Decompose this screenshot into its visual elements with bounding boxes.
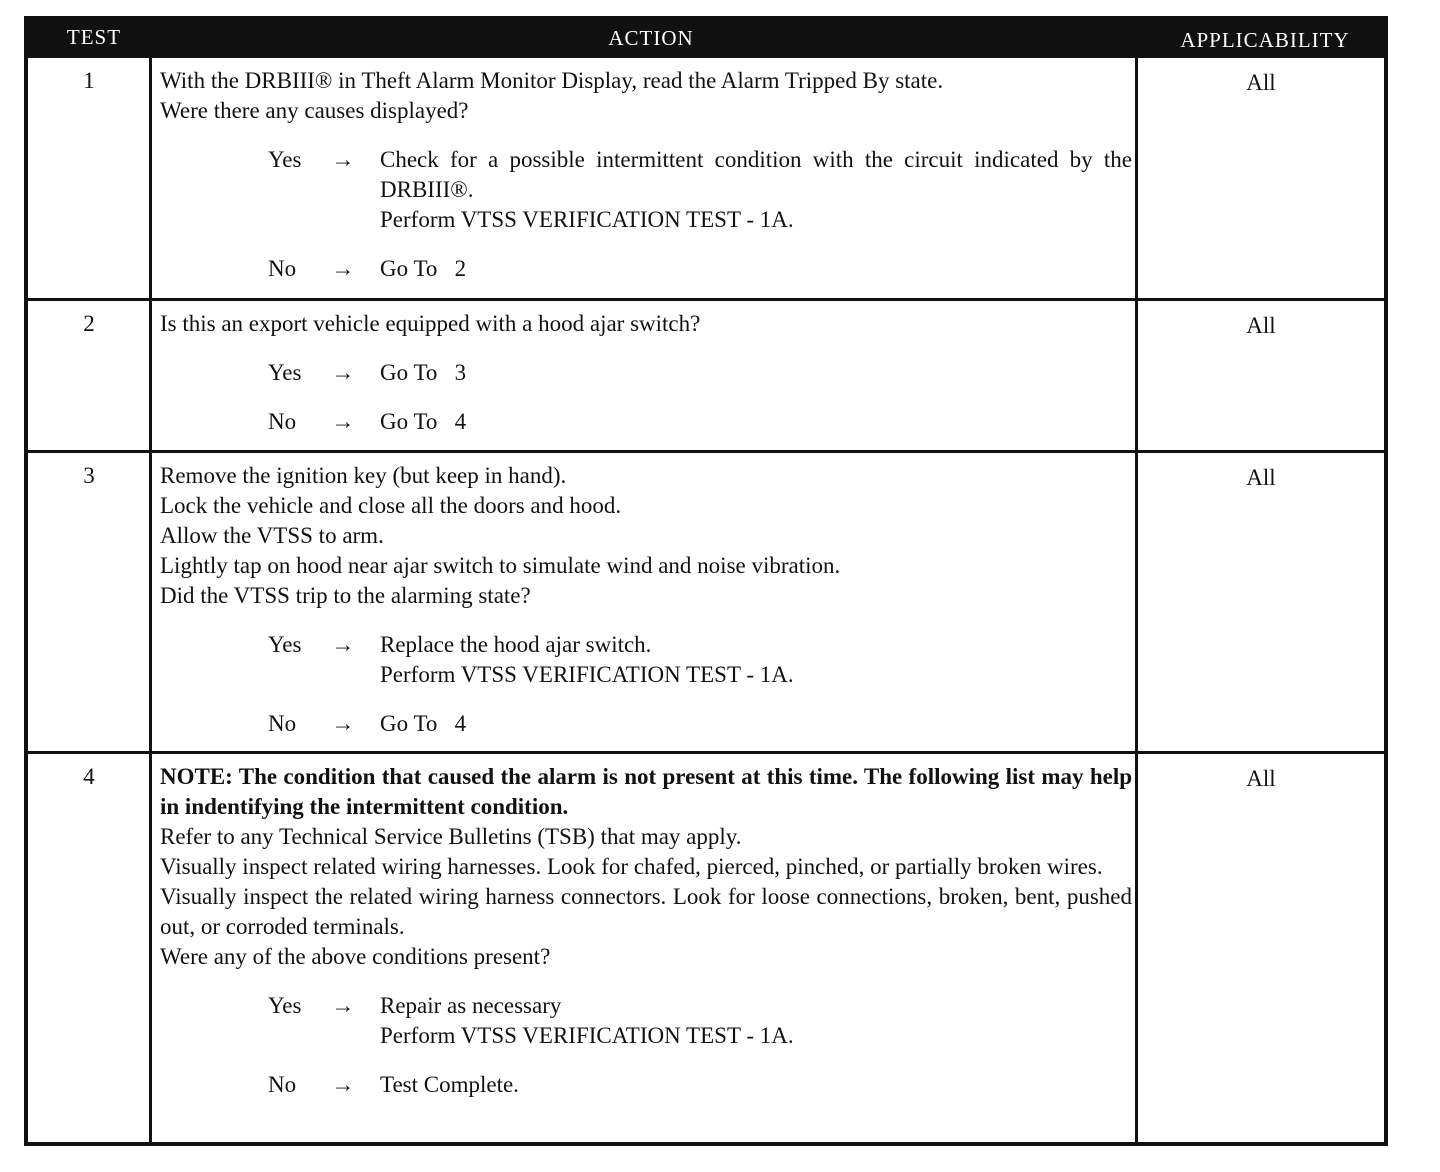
test-number: 2 [83,311,95,336]
action-line: Visually inspect the related wiring harness connectors. Look for loose connections, broken, bent, pushed out, or corroded terminals. [160,884,1132,939]
no-label: No [268,256,297,281]
header-action: ACTION [608,26,694,50]
action-line: Allow the VTSS to arm. [160,523,384,548]
action-line: Refer to any Technical Service Bulletins (TSB) that may apply. [160,824,742,849]
no-line: Go To 4 [380,409,467,434]
table-row-test-1 [28,58,1384,301]
applicability-value: All [1246,766,1276,791]
action-cell [160,461,1132,739]
action-line: Lock the vehicle and close all the doors and hood. [160,493,622,518]
no-answer [160,254,1132,284]
column-divider [149,754,152,1142]
action-cell [160,66,1132,284]
action-cell [160,762,1132,1100]
right-arrow-icon: → [331,993,355,1018]
no-line: Test Complete. [380,1072,519,1097]
test-number: 1 [83,68,95,93]
action-line: Were there any causes displayed? [160,98,469,123]
right-arrow-icon: → [331,1072,355,1097]
table-row-test-2 [28,301,1384,453]
action-line: Is this an export vehicle equipped with a hood ajar switch? [160,311,701,336]
yes-label: Yes [268,632,302,657]
yes-line: Go To 3 [380,360,467,385]
right-arrow-icon: → [331,147,355,172]
header-applicability: APPLICABILITY [1180,28,1350,52]
test-number: 3 [83,463,95,488]
yes-label: Yes [268,993,302,1018]
right-arrow-icon: → [331,711,355,736]
action-cell [160,309,1132,437]
action-line: Lightly tap on hood near ajar switch to simulate wind and noise vibration. [160,553,841,578]
column-divider [149,453,152,751]
right-arrow-icon: → [331,256,355,281]
yes-line: Replace the hood ajar switch. [380,632,652,657]
applicability-value: All [1246,313,1276,338]
right-arrow-icon: → [331,360,355,385]
no-line: Go To 4 [380,711,467,736]
column-divider [149,58,152,298]
yes-line: Perform VTSS VERIFICATION TEST - 1A. [380,1023,794,1048]
no-answer [160,709,1132,739]
no-line: Go To 2 [380,256,467,281]
no-label: No [268,409,297,434]
yes-answer [160,991,1132,1051]
yes-answer [160,145,1132,235]
diagnostic-test-table [24,16,1388,1146]
column-divider [1135,453,1138,751]
no-label: No [268,711,297,736]
no-answer [160,1070,1132,1100]
yes-answer [160,358,1132,388]
yes-label: Yes [268,360,302,385]
test-number: 4 [83,764,95,789]
action-line: With the DRBIII® in Theft Alarm Monitor Display, read the Alarm Tripped By state. [160,68,944,93]
no-answer [160,407,1132,437]
yes-line: Check for a possible intermittent condition with the circuit indicated by the DRBIII®. [380,147,1132,202]
table-row-test-4 [28,754,1384,1142]
applicability-value: All [1246,465,1276,490]
table-row-test-3 [28,453,1384,754]
yes-line: Perform VTSS VERIFICATION TEST - 1A. [380,662,794,687]
applicability-value: All [1246,70,1276,95]
no-label: No [268,1072,297,1097]
action-line: Did the VTSS trip to the alarming state? [160,583,531,608]
yes-answer [160,630,1132,690]
table-header [28,20,1384,58]
column-divider [1135,754,1138,1142]
yes-line: Perform VTSS VERIFICATION TEST - 1A. [380,207,794,232]
yes-label: Yes [268,147,302,172]
yes-line: Repair as necessary [380,993,562,1018]
action-line: Visually inspect related wiring harnesses. Look for chafed, pierced, pinched, or partially broken wires. [160,854,1103,879]
note-text: NOTE: The condition that caused the alarm is not present at this time. The following list may help in indentifying the intermittent condition. [160,764,1132,819]
right-arrow-icon: → [331,409,355,434]
action-line: Were any of the above conditions present? [160,944,551,969]
right-arrow-icon: → [331,632,355,657]
header-test: TEST [66,25,122,49]
action-line: Remove the ignition key (but keep in hand). [160,463,567,488]
